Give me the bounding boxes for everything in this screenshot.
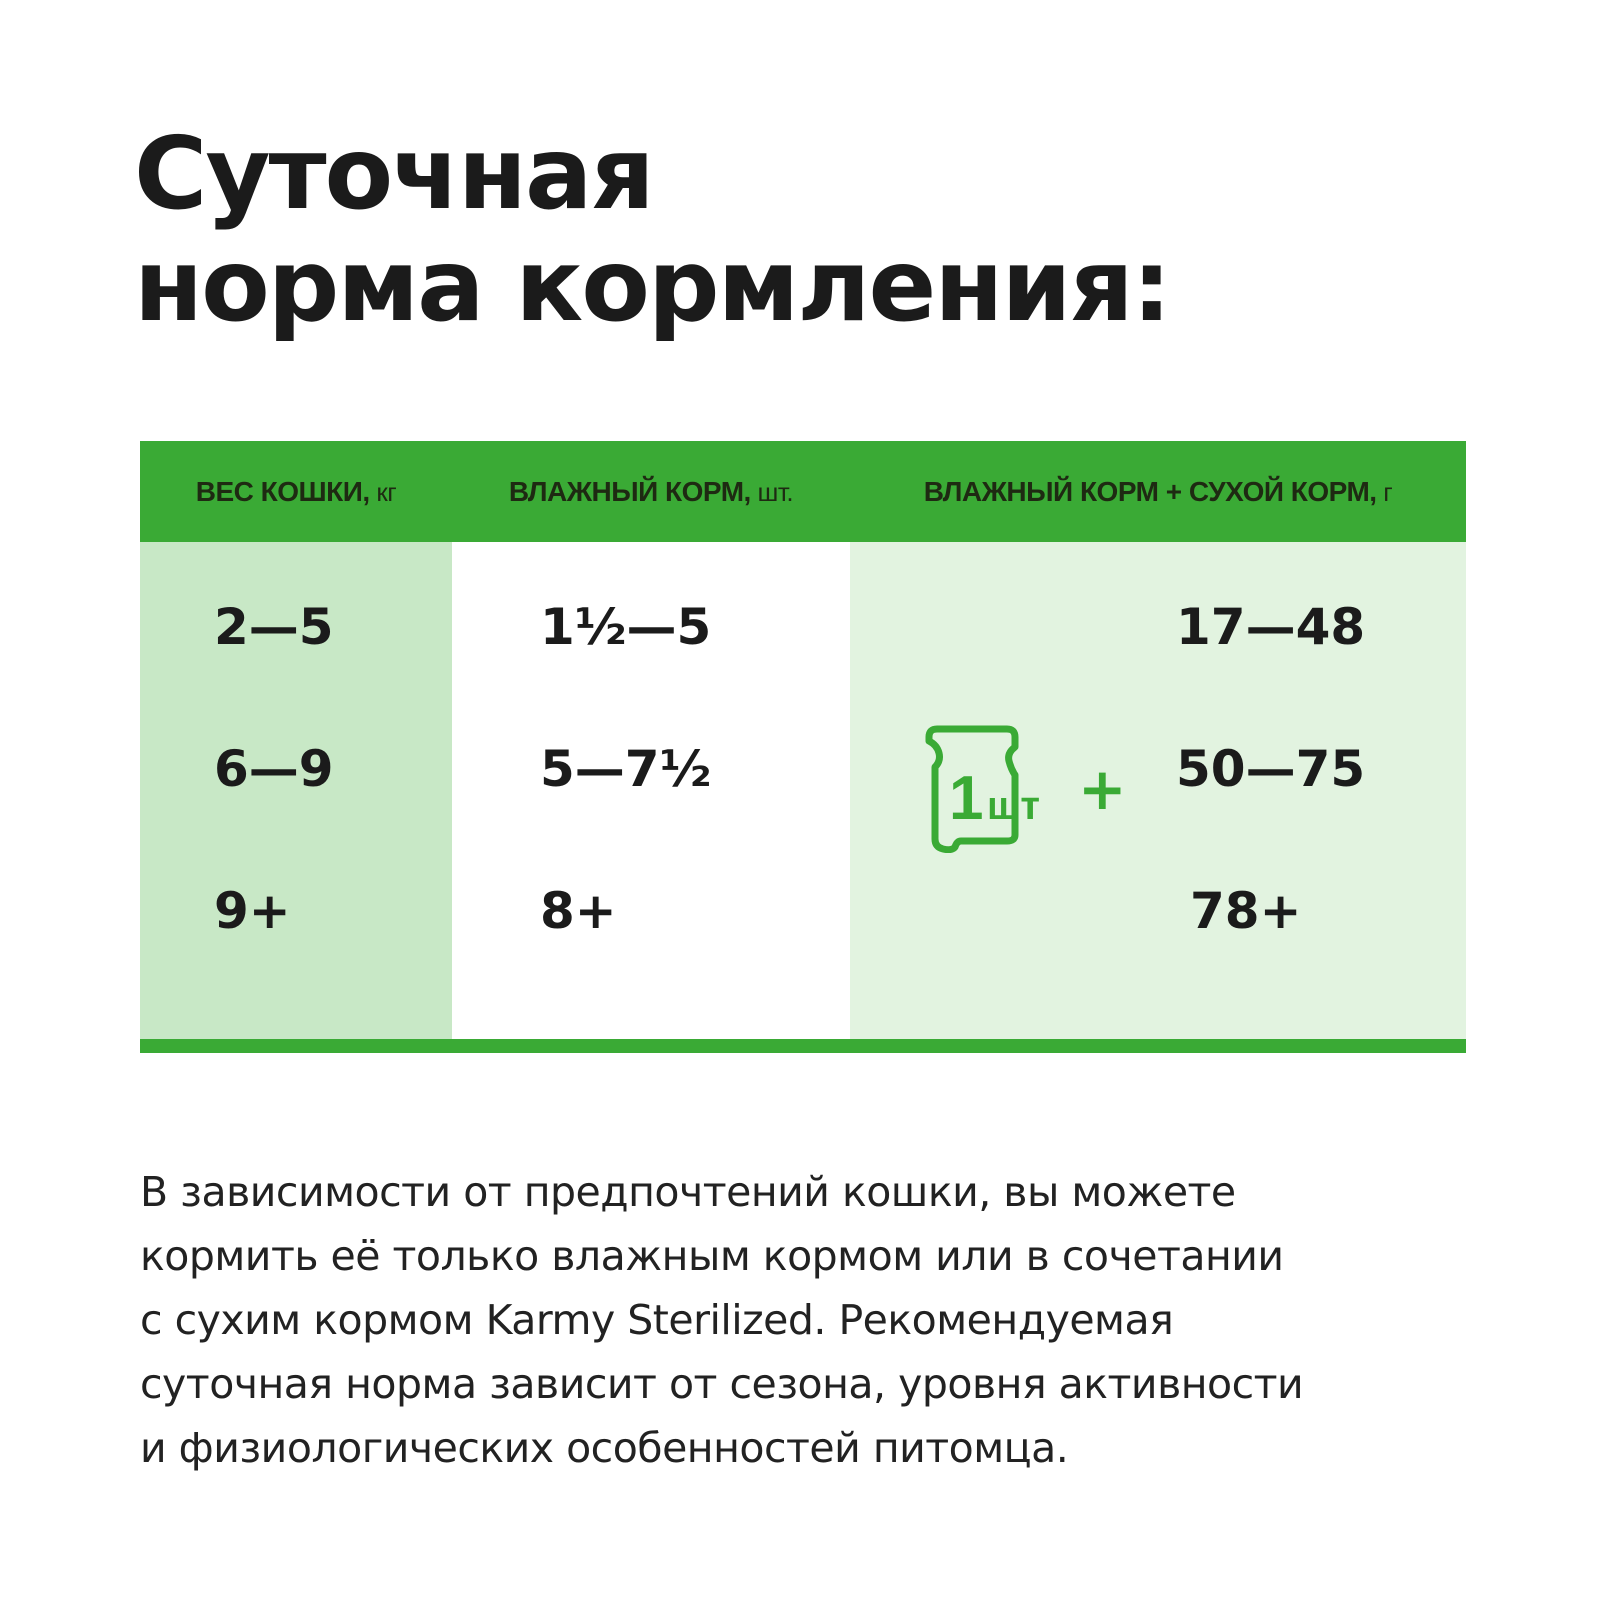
page-title-line-1: Суточная [134, 115, 653, 232]
header-wet-food-label: ВЛАЖНЫЙ КОРМ, [508, 476, 751, 507]
plus-icon: + [1078, 755, 1127, 823]
page-title [134, 115, 1170, 344]
header-wet-plus-dry-label: ВЛАЖНЫЙ КОРМ + СУХОЙ КОРМ, [923, 476, 1377, 507]
header-cat-weight-unit: кг [369, 477, 397, 507]
description-line-2: кормить её только влажным кормом или в сочетании [140, 1232, 1284, 1280]
header-cat-weight-label: ВЕС КОШКИ, [195, 476, 370, 507]
feeding-table [140, 441, 1466, 1053]
description-line-3: с сухим кормом Karmy Sterilized. Рекомендуемая [140, 1296, 1174, 1344]
cell-weight-row-2: 6—9 [214, 740, 334, 798]
header-wet-food-unit: шт. [750, 477, 794, 507]
pouch-icon [921, 723, 1049, 853]
table-header [140, 441, 1466, 542]
cell-wet-row-3: 8+ [540, 882, 617, 940]
header-wet-plus-dry-unit: г [1376, 477, 1393, 507]
cell-wet-row-1: 1½—5 [540, 598, 712, 656]
table-bottom-bar [140, 1039, 1466, 1053]
cell-dry-row-1: 17—48 [1176, 598, 1366, 656]
header-wet-food [452, 441, 850, 542]
pouch-count: 1 [949, 764, 982, 833]
pouch-unit: шт [987, 784, 1040, 828]
description-line-5: и физиологических особенностей питомца. [140, 1424, 1069, 1472]
header-cat-weight [140, 441, 452, 542]
cell-weight-row-3: 9+ [214, 882, 291, 940]
description-line-1: В зависимости от предпочтений кошки, вы можете [140, 1168, 1236, 1216]
cell-dry-row-3: 78+ [1190, 882, 1302, 940]
cell-weight-row-1: 2—5 [214, 598, 334, 656]
page-title-line-2: норма кормления: [134, 227, 1170, 344]
description-text [140, 1160, 1470, 1480]
cell-dry-row-2: 50—75 [1176, 740, 1366, 798]
cell-wet-row-2: 5—7½ [540, 740, 712, 798]
header-wet-plus-dry [850, 441, 1466, 542]
description-line-4: суточная норма зависит от сезона, уровня активности [140, 1360, 1304, 1408]
